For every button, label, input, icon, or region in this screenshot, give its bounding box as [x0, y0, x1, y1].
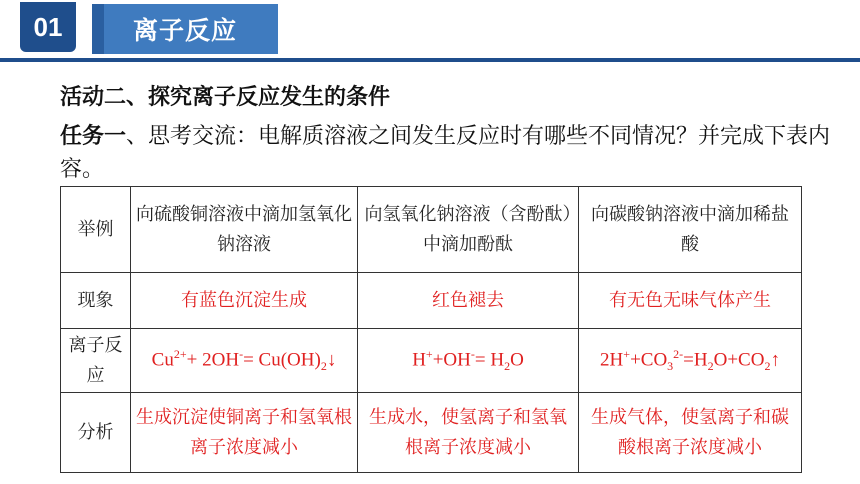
phenomenon-cell-1: 有蓝色沉淀生成	[131, 273, 358, 329]
title-accent	[92, 4, 104, 54]
equation-cell-1: $Cu^{2+}+ 2OH^-=$ $Cu(OH)_2↓$	[131, 329, 358, 393]
phenomenon-cell-3: 有无色无味气体产生	[579, 273, 802, 329]
equation-cell-2: $H^++OH^-= H_2O$	[358, 329, 579, 393]
task-paragraph	[60, 120, 850, 186]
reaction-table	[60, 186, 802, 473]
analysis-cell-2: 生成水，使氢离子和氢氧根离子浓度减小	[358, 393, 579, 473]
table-row-example	[61, 187, 802, 273]
table-row-phenomenon	[61, 273, 802, 329]
row-label-ionic-reaction: 离子反应	[61, 329, 131, 393]
row-label-phenomenon: 现象	[61, 273, 131, 329]
example-cell-3: 向碳酸钠溶液中滴加稀盐酸	[579, 187, 802, 273]
row-label-analysis: 分析	[61, 393, 131, 473]
equation-cell-3: $2H^++CO_3^{2-}=H_2O+CO_2↑$	[579, 329, 802, 393]
phenomenon-cell-2: 红色褪去	[358, 273, 579, 329]
example-cell-2: 向氢氧化钠溶液（含酚酞）中滴加酚酞	[358, 187, 579, 273]
section-number-badge: 01	[20, 2, 76, 52]
analysis-cell-3: 生成气体，使氢离子和碳酸根离子浓度减小	[579, 393, 802, 473]
activity-heading: 活动二、探究离子反应发生的条件	[60, 85, 391, 110]
section-title-text: 离子反应	[132, 16, 237, 45]
example-cell-1: 向硫酸铜溶液中滴加氢氧化钠溶液	[131, 187, 358, 273]
table-row-ionic-reaction	[61, 329, 802, 393]
header-divider	[0, 58, 860, 62]
task-label: 任务一	[60, 124, 127, 149]
analysis-cell-1: 生成沉淀使铜离子和氢氧根离子浓度减小	[131, 393, 358, 473]
table-row-analysis	[61, 393, 802, 473]
row-label-example: 举例	[61, 187, 131, 273]
task-text: 、思考交流：电解质溶液之间发生反应时有哪些不同情况？并完成下表内容。	[60, 124, 831, 182]
section-title	[92, 4, 278, 54]
